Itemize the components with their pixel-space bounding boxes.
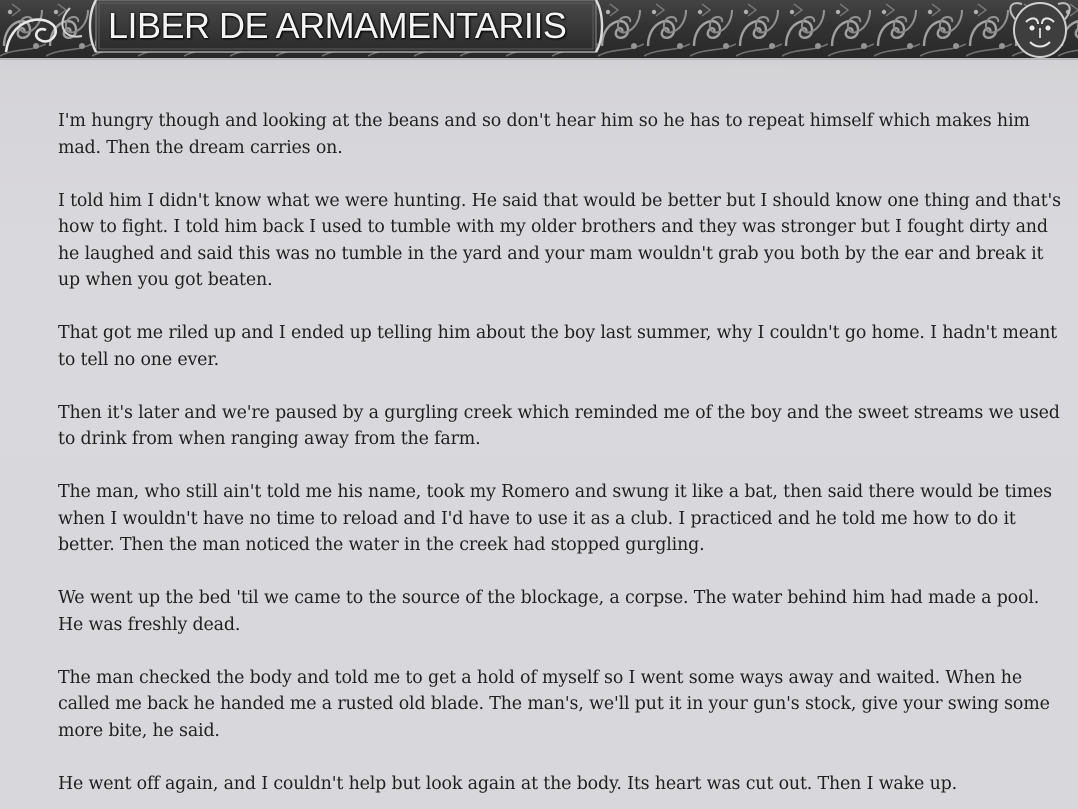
story-paragraph: I'm hungry though and looking at the beans and so don't hear him so he has to repeat himself which makes him mad. Then the dream carries on.	[58, 111, 1030, 158]
story-text	[58, 108, 1068, 809]
story-paragraph: He went off again, and I couldn't help but look again at the body. Its heart was cut out. Then I wake up.	[58, 773, 957, 794]
story-paragraph: We went up the bed 'til we came to the source of the blockage, a corpse. The water behind him had made a pool. He was freshly dead.	[58, 588, 1040, 635]
story-paragraph: The man checked the body and told me to get a hold of myself so I went some ways away and waited. When he called me back he handed me a rusted old blade. The man's, we'll put it in your gun's stock, give your swing some more bite, he said.	[58, 667, 1050, 741]
story-paragraph: The man, who still ain't told me his name, took my Romero and swung it like a bat, then said there would be times when I wouldn't have no time to reload and I'd have to use it as a club. I practiced and he told me how to do it better. Then the man noticed the water in the creek had stopped gurgling.	[58, 482, 1052, 555]
page-title: LIBER DE ARMAMENTARIIS	[108, 5, 567, 46]
story-paragraph: That got me riled up and I ended up telling him about the boy last summer, why I couldn't go home. I hadn't meant to tell no one ever.	[58, 323, 1057, 370]
ornate-header-banner	[0, 0, 1078, 78]
story-paragraph: Then it's later and we're paused by a gurgling creek which reminded me of the boy and the sweet streams we used to drink from when ranging away from the farm.	[58, 402, 1060, 449]
story-paragraph: I told him I didn't know what we were hunting. He said that would be better but I should know one thing and that's how to fight. I told him back I used to tumble with my older brothers and they was stronger but I fought dirty and he laughed and said this was no tumble in the yard and your mam wouldn't grab you both by the ear and break it up when you got beaten.	[58, 190, 1061, 290]
